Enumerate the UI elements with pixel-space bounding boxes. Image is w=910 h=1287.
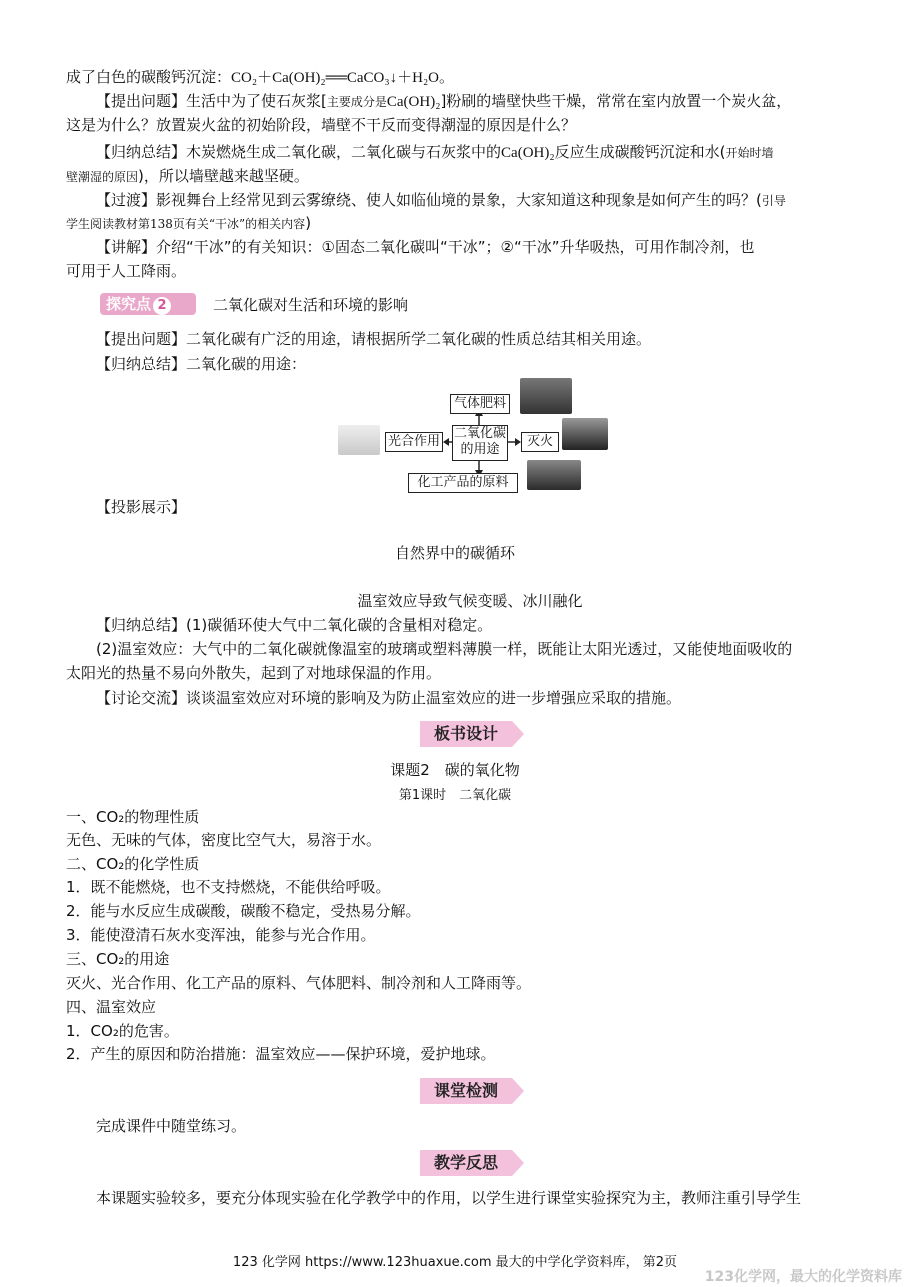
text: 二氧化碳的用途： — [186, 355, 307, 373]
text: (1)碳循环使大气中二氧化碳的含量相对稳定。 — [186, 616, 493, 634]
paragraph-greenhouse-2: 太阳光的热量不易向外散失，起到了对地球保温的作用。 — [66, 664, 442, 682]
text: ) — [305, 214, 312, 232]
note: 学生阅读教材第138页有关“干冰”的相关内容 — [66, 217, 306, 231]
label: 【归纳总结】 — [96, 143, 187, 161]
diagram-node-center — [452, 425, 508, 461]
board-title: 课题2 碳的氧化物 — [390, 761, 520, 779]
label: 【过渡】 — [96, 191, 157, 209]
diagram-node-top: 气体肥料 — [450, 394, 510, 414]
text: ]粉刷的墙壁快些干燥，常常在室内放置一个炭火盆， — [440, 92, 792, 110]
text: 木炭燃烧生成二氧化碳，二氧化碳与石灰浆中的 — [186, 143, 502, 161]
text: 二氧化碳有广泛的用途，请根据所学二氧化碳的性质总结其相关用途。 — [186, 330, 652, 348]
watermark: 123化学网，最大的化学资料库 — [704, 1269, 902, 1285]
note: 引导 — [761, 194, 786, 208]
diagram-center-line1: 二氧化碳 — [453, 426, 506, 441]
board-item: 2．产生的原因和防治措施：温室效应——保护环境，爱护地球。 — [66, 1045, 496, 1063]
paragraph-summary-3 — [96, 614, 492, 636]
greenhouse-image — [520, 378, 572, 414]
board-item: 灭火、光合作用、化工产品的原料、气体肥料、制冷剂和人工降雨等。 — [66, 974, 532, 992]
text: 生活中为了使石灰浆[ — [186, 92, 327, 110]
formula: Ca(OH)₂ — [501, 145, 555, 161]
board-item: 二、CO₂的化学性质 — [66, 855, 200, 873]
caption-carbon-cycle: 自然界中的碳循环 — [394, 544, 515, 562]
check-text: 完成课件中随堂练习。 — [96, 1117, 247, 1135]
paragraph-question-line2: 这是为什么？放置炭火盆的初始阶段，墙壁不干反而变得潮湿的原因是什么？ — [66, 116, 577, 134]
paragraph-greenhouse-1: (2)温室效应：大气中的二氧化碳就像温室的玻璃或塑料薄膜一样，既能让太阳光透过，又能使地面吸收的 — [96, 640, 793, 658]
formula: Ca(OH)₂ — [386, 94, 441, 110]
diagram-center-line2: 的用途 — [460, 442, 500, 457]
plant-image — [338, 425, 380, 455]
projection-label: 【投影展示】 — [96, 498, 187, 516]
board-item: 1．CO₂的危害。 — [66, 1022, 179, 1040]
diagram-node-left: 光合作用 — [385, 432, 443, 452]
page-footer: 123 化学网 https://www.123huaxue.com 最大的中学化学资料库， 第2页 — [232, 1255, 678, 1270]
section-title: 二氧化碳对生活和环境的影响 — [213, 296, 409, 314]
reflection-text: 本课题实验较多，要充分体现实验在化学教学中的作用，以学生进行课堂实验探究为主，教师注重引导学生 — [96, 1189, 802, 1207]
factory-image — [527, 460, 581, 490]
text: 谈谈温室效应对环境的影响及为防止温室效应的进一步增强应采取的措施。 — [186, 689, 682, 707]
board-item: 四、温室效应 — [66, 998, 157, 1016]
board-item: 2．能与水反应生成碳酸，碳酸不稳定，受热易分解。 — [66, 902, 421, 920]
label: 【提出问题】 — [96, 330, 187, 348]
diagram-node-bottom: 化工产品的原料 — [408, 473, 518, 493]
label: 【归纳总结】 — [96, 355, 187, 373]
board-design-banner: 板书设计 — [420, 721, 512, 747]
note: 开始时墙 — [725, 146, 774, 160]
note: 壁潮湿的原因 — [66, 170, 139, 184]
label: 【归纳总结】 — [96, 616, 187, 634]
text: 反应生成碳酸钙沉淀和水( — [554, 143, 726, 161]
board-item: 无色、无味的气体，密度比空气大，易溶于水。 — [66, 831, 382, 849]
board-item: 3．能使澄清石灰水变浑浊，能参与光合作用。 — [66, 926, 376, 944]
fire-extinguishing-image — [562, 418, 608, 450]
label: 【讲解】 — [96, 238, 157, 256]
paragraph-explanation-line2: 可用于人工降雨。 — [66, 262, 187, 280]
board-item: 一、CO₂的物理性质 — [66, 808, 200, 826]
text: 成了白色的碳酸钙沉淀： — [66, 68, 232, 86]
diagram-node-right: 灭火 — [521, 432, 559, 452]
text: 影视舞台上经常见到云雾缭绕、使人如临仙境的景象，大家知道这种现象是如何产生的吗？( — [156, 191, 762, 209]
paragraph-discussion — [96, 687, 681, 709]
caption-greenhouse: 温室效应导致气候变暖、冰川融化 — [357, 592, 583, 610]
note: 主要成分是 — [326, 95, 387, 109]
text: 介绍“干冰”的有关知识：①固态二氧化碳叫“干冰”；②“干冰”升华吸热，可用作制冷剂，也 — [156, 238, 755, 256]
board-subtitle: 第1课时 二氧化碳 — [398, 788, 512, 803]
board-item: 1．既不能燃烧，也不支持燃烧，不能供给呼吸。 — [66, 878, 391, 896]
teaching-reflection-banner: 教学反思 — [420, 1150, 512, 1176]
section-tag-label: 探究点 — [106, 295, 152, 313]
label: 【讨论交流】 — [96, 689, 187, 707]
board-item: 三、CO₂的用途 — [66, 950, 170, 968]
section-number: 2 — [153, 297, 171, 315]
text: )，所以墙壁越来越坚硬。 — [138, 167, 309, 185]
label: 【提出问题】 — [96, 92, 187, 110]
classroom-check-banner: 课堂检测 — [420, 1078, 512, 1104]
chemical-equation: CO₂＋Ca(OH)₂══CaCO₃↓＋H₂O。 — [231, 70, 455, 86]
